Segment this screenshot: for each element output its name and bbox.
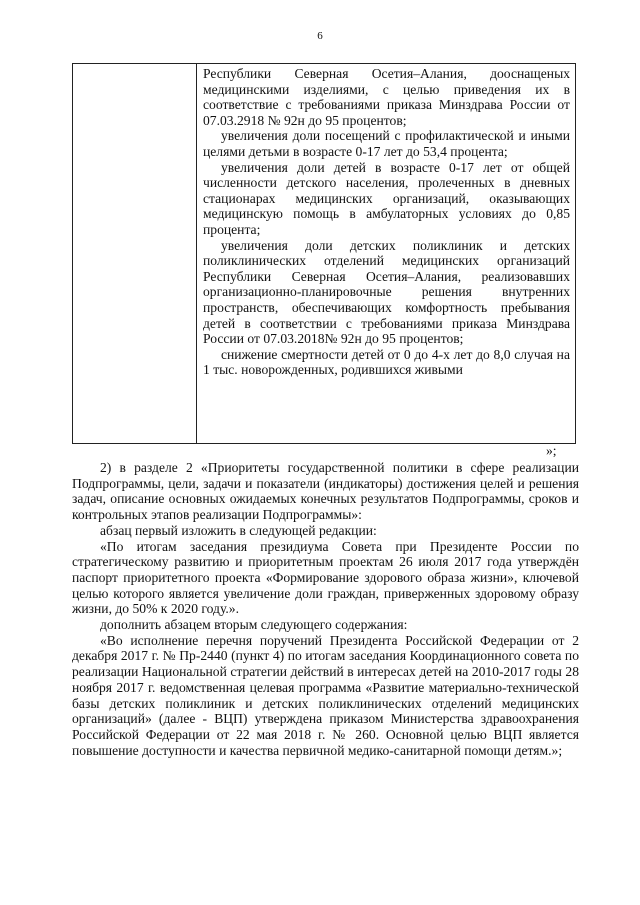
body-paragraph: 2) в разделе 2 «Приоритеты государственной политики в сфере реализации Подпрограммы, цели, задачи и показатели (индикаторы) достижения целей и решения задач, описание основных ожидаемых конечных результатов Подпрограммы, сроков и контрольных этапов реализации Подпрограммы»: [72,460,579,523]
document-body [72,460,579,758]
content-table [72,63,576,444]
table-paragraph: увеличения доли детей в возрасте 0-17 лет от общей численности детского населения, пролеченных в дневных стационарах медицинских организаций, оказывающих медицинскую помощь в амбулаторных условиях до 0,85 процента; [203,159,570,237]
closing-quote: »; [546,443,557,458]
table-paragraph: увеличения доли детских поликлиник и детских поликлинических отделений медицинских организаций Республики Северная Осетия–Алания, реализовавших организационно-планировочные решения внутренних пространств, обеспечивающих комфортность пребывания детей в соответствии с требованиями приказа Минздрава России от 07.03.2018№ 92н до 95 процентов; [203,237,570,347]
body-paragraph: «Во исполнение перечня поручений Президента Российской Федерации от 2 декабря 2017 г. № Пр-2440 (пункт 4) по итогам заседания Координационного совета по реализации Национальной стратегии действий в интересах детей на 2010-2017 годы 28 ноября 2017 г. ведомственная целевая программа «Развитие материально-технической базы детских поликлиник и детских поликлинических отделений медицинских организаций» (далее - ВЦП) утверждена приказом Министерства здравоохранения Российской Федерации от 22 мая 2018 г. № 260. Основной целью ВЦП является повышение доступности и качества первичной медико-санитарной помощи детям.»; [72,632,579,758]
body-paragraph: «По итогам заседания президиума Совета при Президенте России по стратегическому развитию и приоритетным проектам 26 июля 2017 года утверждён паспорт приоритетного проекта «Формирование здорового образа жизни», ключевой целью которого является увеличение доли граждан, приверженных здоровому образу жизни, до 50% к 2020 году.». [72,538,579,617]
page-number: 6 [317,30,323,42]
table-paragraph: снижение смертности детей от 0 до 4-х лет до 8,0 случая на 1 тыс. новорожденных, родившихся живыми [203,346,570,378]
body-paragraph: дополнить абзацем вторым следующего содержания: [100,617,408,633]
table-cell-text [203,66,570,378]
table-column-divider [196,64,197,443]
table-paragraph: увеличения доли посещений с профилактической и иными целями детьми в возрасте 0-17 лет до 53,4 процента; [203,128,570,159]
table-paragraph: Республики Северная Осетия–Алания, дооснащеных медицинскими изделиями, с целью приведения их в соответствие с требованиями приказа Минздрава России от 07.03.2918 № 92н до 95 процентов; [203,66,570,128]
body-paragraph: абзац первый изложить в следующей редакции: [100,522,377,538]
